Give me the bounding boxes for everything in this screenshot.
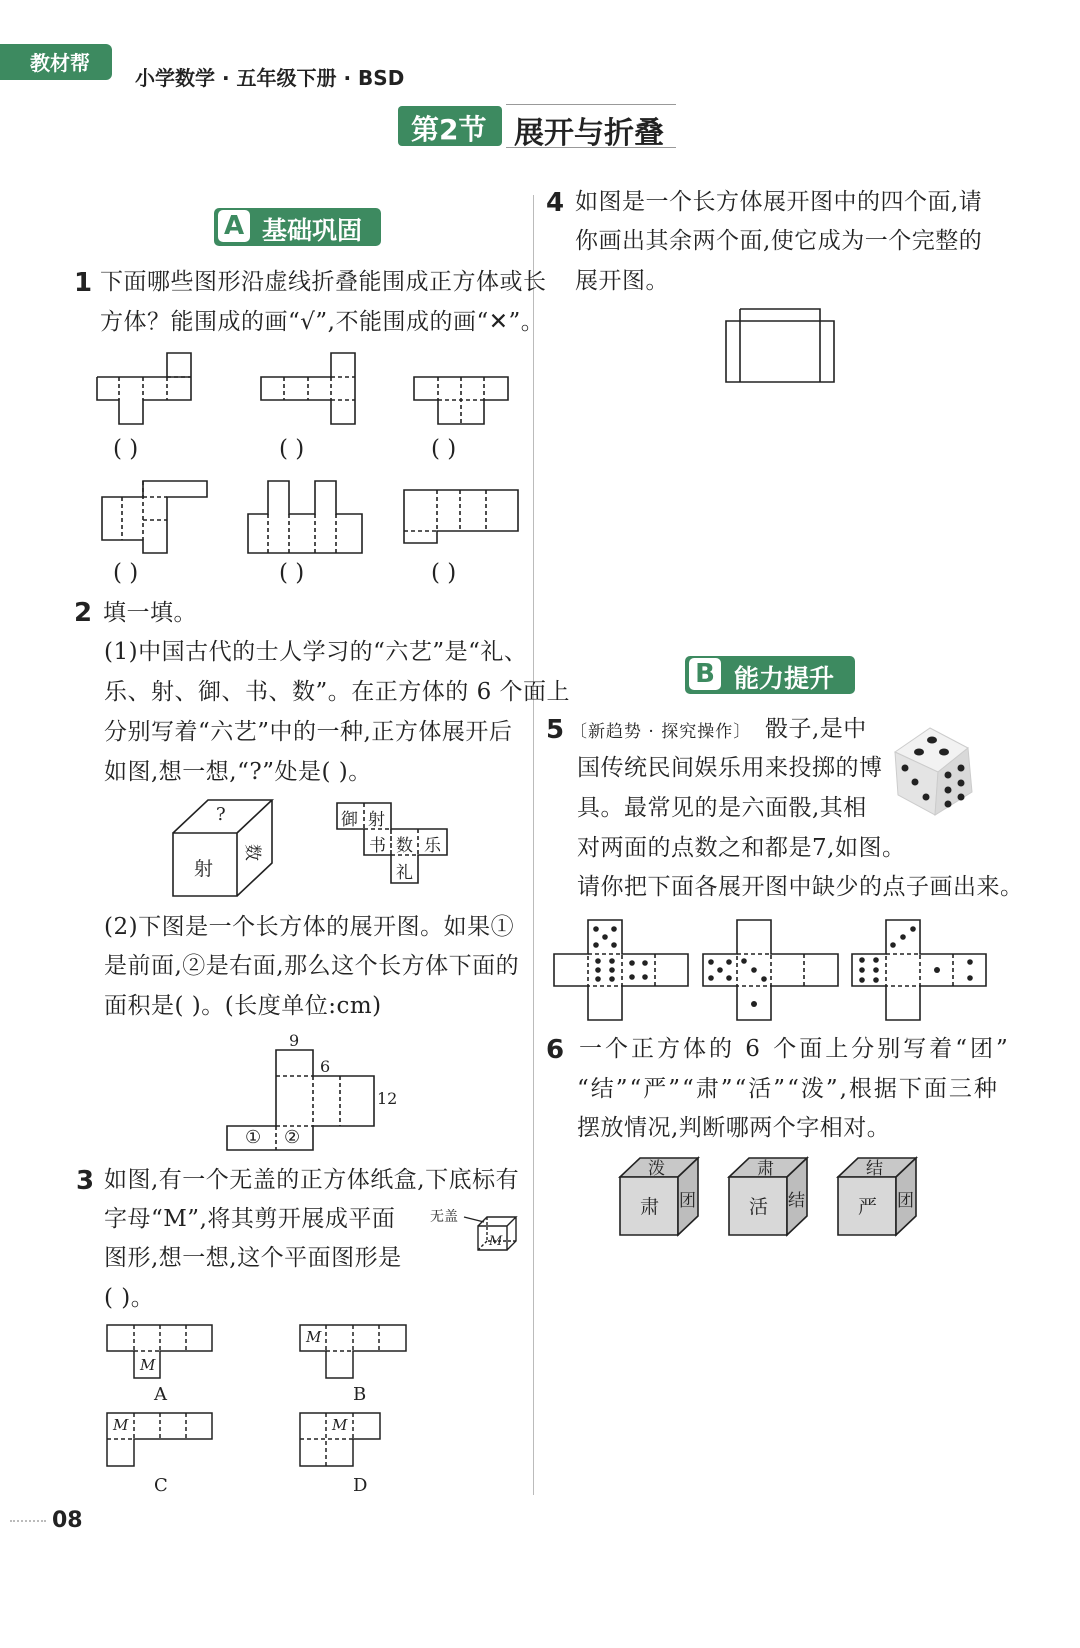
q3-nolid-label: 无盖	[430, 1209, 458, 1225]
q1-answer-6[interactable]: ( )	[431, 560, 457, 586]
q2-face-1: ①	[245, 1127, 262, 1148]
q6-cube-1-top: 泼	[648, 1159, 665, 1179]
q2-dim-b: 6	[320, 1057, 331, 1076]
q2-net-cell-3: 书	[369, 836, 386, 856]
q2-p1-line-1: (1)中国古代的士人学习的“六艺”是“礼、	[104, 639, 528, 665]
q2-net-cell-4: 数	[396, 836, 413, 856]
q5-line-3: 具。最常见的是六面骰,其相	[577, 795, 867, 821]
q4-number: 4	[546, 188, 565, 218]
q5-line-1: 骰子,是中	[765, 716, 867, 742]
q2-dim-a: 9	[289, 1031, 300, 1050]
q2-cube-front: 射	[194, 858, 214, 880]
q1-answer-1[interactable]: ( )	[113, 436, 139, 462]
q6-number: 6	[546, 1035, 565, 1065]
q6-cube-2-front: 活	[749, 1196, 769, 1218]
q1-number: 1	[74, 268, 93, 298]
q3-option-b[interactable]: B	[353, 1384, 367, 1405]
q3-option-a[interactable]: A	[154, 1384, 167, 1405]
q3-option-a-m: M	[140, 1356, 156, 1374]
section-a-title: 基础巩固	[262, 216, 363, 245]
q2-p2-line-2: 是前面,②是右面,那么这个长方体下面的	[104, 953, 520, 979]
q3-option-c-m: M	[113, 1416, 129, 1434]
q4-line-2: 你画出其余两个面,使它成为一个完整的	[575, 228, 983, 254]
q1-answer-3[interactable]: ( )	[431, 436, 457, 462]
q2-cube-top: ?	[216, 804, 226, 825]
q2-dim-c: 12	[377, 1089, 398, 1108]
book-title: 小学数学 · 五年级下册 · BSD	[135, 66, 405, 90]
q2-p2-line-1: (2)下图是一个长方体的展开图。如果①	[104, 914, 515, 940]
q2-p2-line-3: 面积是( )。(长度单位:cm)	[104, 993, 382, 1019]
q6-line-3: 摆放情况,判断哪两个字相对。	[577, 1115, 891, 1141]
q5-line-2: 国传统民间娱乐用来投掷的博	[577, 755, 883, 781]
q1-answer-2[interactable]: ( )	[279, 436, 305, 462]
q5-tag: 〔新趋势 · 探究操作〕	[570, 722, 752, 742]
brand-label: 教材帮	[30, 51, 90, 75]
q6-cube-1-side: 团	[679, 1191, 696, 1211]
q5-line-5: 请你把下面各展开图中缺少的点子画出来。	[577, 874, 1024, 900]
q3-option-d[interactable]: D	[353, 1475, 368, 1496]
q6-line-2: “结”“严”“肃”“活”“泼”,根据下面三种	[577, 1076, 999, 1102]
q6-cube-3-front: 严	[858, 1196, 878, 1218]
section-number: 第2节	[411, 113, 487, 146]
q4-line-3: 展开图。	[575, 268, 669, 294]
footer-rule	[10, 1520, 46, 1522]
q3-line-2: 字母“M”,将其剪开展成平面	[104, 1206, 396, 1232]
q6-cube-2-side: 结	[788, 1191, 805, 1211]
q3-line-1: 如图,有一个无盖的正方体纸盒,下底标有	[104, 1167, 520, 1193]
q2-net-cell-6: 礼	[396, 863, 413, 883]
q6-line-1: 一个正方体的 6 个面上分别写着“团”	[579, 1036, 1011, 1062]
q3-option-c[interactable]: C	[154, 1475, 168, 1496]
q3-option-d-m: M	[332, 1416, 348, 1434]
q2-number: 2	[74, 598, 93, 628]
page-number: 08	[52, 1508, 83, 1533]
q2-face-2: ②	[284, 1127, 301, 1148]
q3-option-b-m: M	[306, 1328, 322, 1346]
q2-net-cell-5: 乐	[424, 836, 441, 856]
q5-number: 5	[546, 715, 565, 745]
q2-p1-line-2: 乐、射、御、书、数”。在正方体的 6 个面上	[104, 679, 571, 705]
q6-cube-1-front: 肃	[640, 1196, 660, 1218]
section-title: 展开与折叠	[514, 116, 664, 151]
q2-net-cell-1: 御	[341, 810, 358, 830]
q6-cube-3-side: 团	[897, 1191, 914, 1211]
section-b-title: 能力提升	[734, 664, 835, 693]
q2-net-cell-2: 射	[368, 810, 385, 830]
q3-line-4: ( )。	[104, 1285, 155, 1311]
q2-title: 填一填。	[103, 600, 197, 626]
q2-cube-side: 数	[242, 844, 262, 861]
q1-answer-4[interactable]: ( )	[113, 560, 139, 586]
q3-box-m: M	[489, 1234, 503, 1249]
q2-p1-line-3: 分别写着“六艺”中的一种,正方体展开后	[104, 719, 513, 745]
q1-answer-5[interactable]: ( )	[279, 560, 305, 586]
q3-line-3: 图形,想一想,这个平面图形是	[104, 1245, 402, 1271]
q2-p1-line-4: 如图,想一想,“?”处是( )。	[104, 759, 372, 785]
q6-cube-3-top: 结	[866, 1159, 883, 1179]
q1-line-1: 下面哪些图形沿虚线折叠能围成正方体或长	[100, 269, 547, 295]
q1-line-2: 方体？能围成的画“√”,不能围成的画“✕”。	[100, 309, 545, 335]
q4-line-1: 如图是一个长方体展开图中的四个面,请	[575, 189, 983, 215]
section-b-letter: B	[689, 658, 721, 690]
section-a-letter: A	[218, 210, 250, 242]
q3-number: 3	[76, 1166, 95, 1196]
q5-line-4: 对两面的点数之和都是7,如图。	[577, 835, 906, 861]
q6-cube-2-top: 肃	[757, 1159, 774, 1179]
